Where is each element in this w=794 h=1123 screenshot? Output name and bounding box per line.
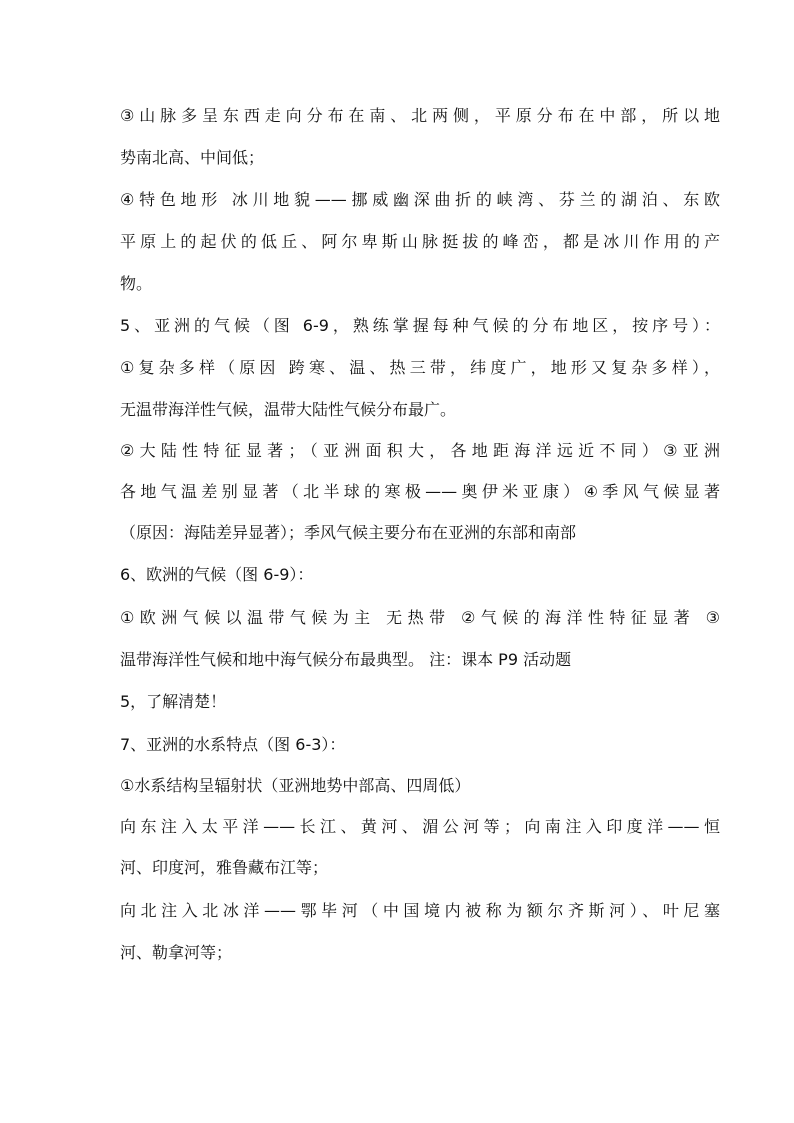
text-line-8: 无温带海洋性气候，温带大陆性气候分布最广。 [120, 400, 457, 419]
text-line-5: 物。 [120, 274, 153, 293]
text-line-19: 河、印度河，雅鲁藏布江等； [120, 858, 329, 877]
text-line-4: 平原上的起伏的低丘、阿尔卑斯山脉挺拔的峰峦，都是冰川作用的产 [120, 232, 720, 251]
text-line-13: ①欧洲气候以温带气候为主 无热带 ②气候的海洋性特征显著 ③ [120, 608, 720, 627]
text-line-12: 6、欧洲的气候（图 6-9）： [120, 565, 314, 584]
text-line-15: 5，了解清楚！ [120, 692, 227, 711]
text-line-2: 势南北高、中间低； [120, 148, 265, 167]
text-line-10: 各地气温差别显著（北半球的寒极——奥伊米亚康）④季风气候显著 [120, 482, 720, 501]
text-line-18: 向东注入太平洋——长江、黄河、湄公河等；向南注入印度洋——恒 [120, 817, 720, 836]
text-line-1: ③山脉多呈东西走向分布在南、北两侧，平原分布在中部，所以地 [120, 106, 720, 125]
text-line-16: 7、亚洲的水系特点（图 6-3）： [120, 735, 346, 754]
text-line-3: ④特色地形 冰川地貌——挪威幽深曲折的峡湾、芬兰的湖泊、东欧 [120, 190, 720, 209]
text-line-9: ②大陆性特征显著；（亚洲面积大，各地距海洋远近不同）③亚洲 [120, 441, 720, 460]
text-line-6: 5、亚洲的气候（图 6-9，熟练掌握每种气候的分布地区，按序号）： [120, 316, 720, 335]
text-line-14: 温带海洋性气候和地中海气候分布最典型。 注：课本 P9 活动题 [120, 650, 572, 669]
text-line-21: 河、勒拿河等； [120, 943, 233, 962]
text-line-20: 向北注入北冰洋——鄂毕河（中国境内被称为额尔齐斯河）、叶尼塞 [120, 901, 720, 920]
text-line-7: ①复杂多样（原因 跨寒、温、热三带，纬度广，地形又复杂多样）， [120, 358, 720, 377]
text-line-11: （原因：海陆差异显著）；季风气候主要分布在亚洲的东部和南部 [120, 523, 577, 542]
text-line-17: ①水系结构呈辐射状（亚洲地势中部高、四周低） [120, 776, 471, 795]
